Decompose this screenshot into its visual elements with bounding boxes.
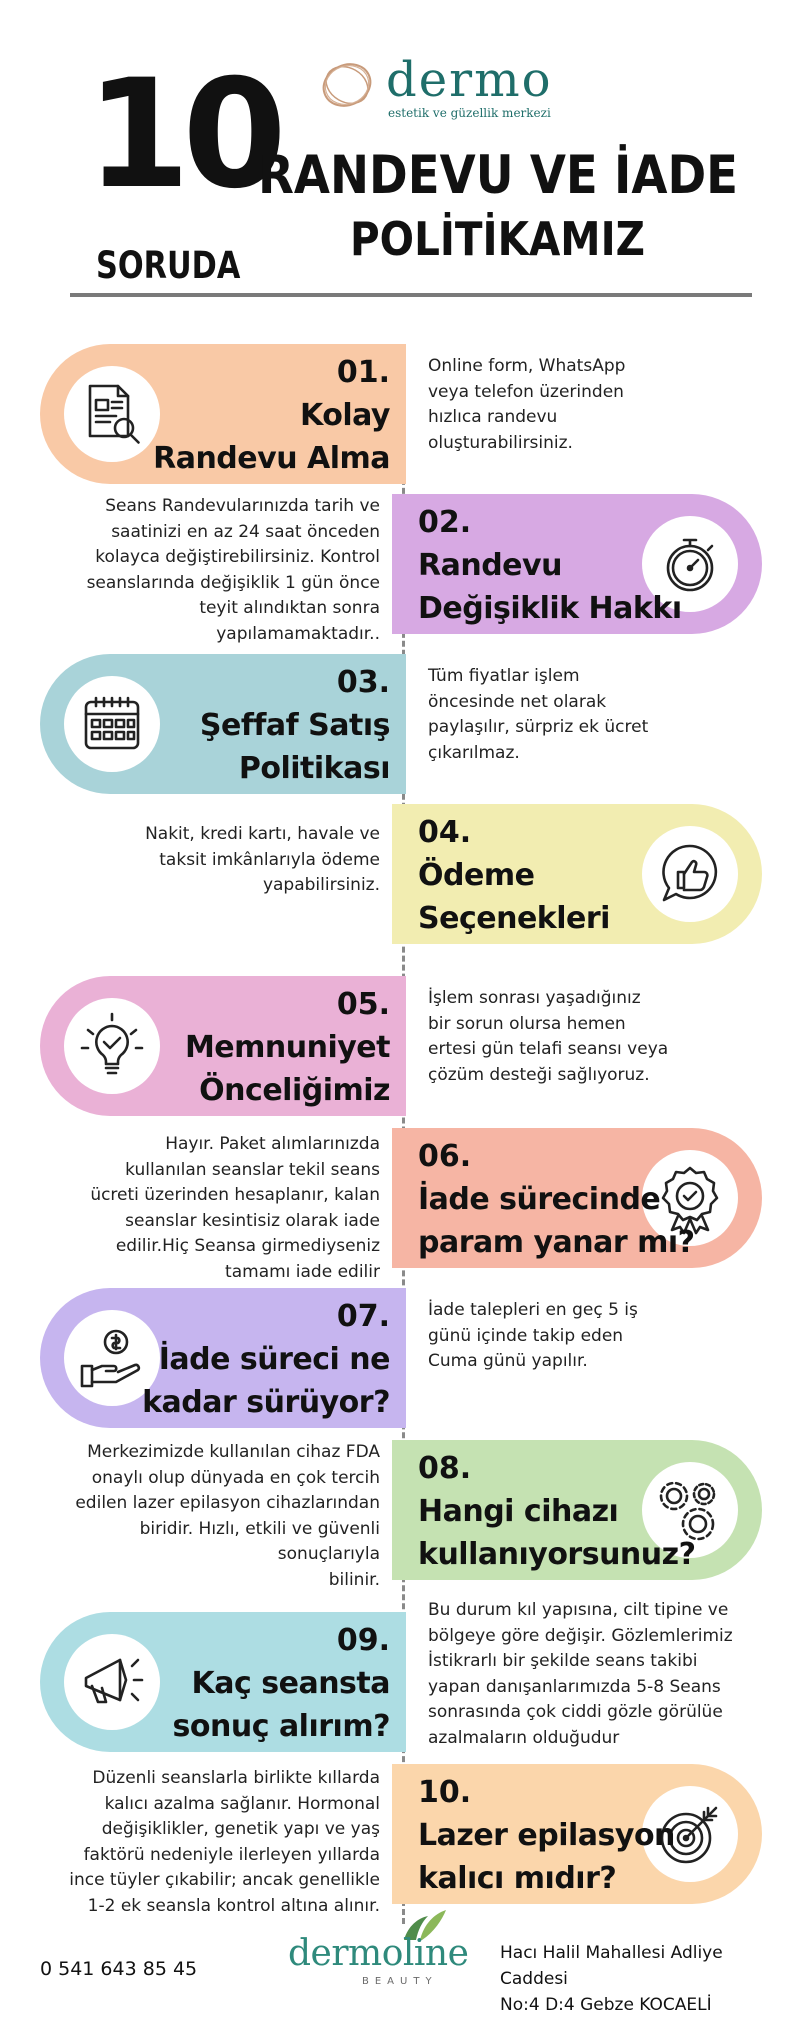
- step-card-08: [392, 1440, 762, 1580]
- step-card-03: [40, 654, 406, 794]
- step-description-08: Merkezimizde kullanılan cihaz FDA onaylı olup dünyada en çok tercih edilen lazer epilasyon cihazlarından biridir. Hızlı, etkili ve güvenli sonuçlarıyla bilinir.: [75, 1442, 380, 1590]
- page-title-line1: RANDEVU VE İADE: [258, 145, 739, 206]
- brand-name: dermo: [386, 52, 553, 108]
- step-title: İade süreci ne kadar sürüyor?: [142, 1342, 390, 1420]
- headline-subtitle: SORUDA: [96, 244, 241, 287]
- step-number: 05.: [336, 987, 390, 1022]
- footer-logo: [288, 1908, 478, 1988]
- lightbulb-check-icon: [76, 1010, 148, 1082]
- step-description-09: Bu durum kıl yapısına, cilt tipine ve bölgeye göre değişir. Gözlemlerimiz İstikrarlı bir şekilde seans takibi yapan danışanlarımızda 5-8 Seans sonrasında çok ciddi gözle görülüe azalmaların olduğudur: [428, 1600, 733, 1748]
- headline-number: 10: [86, 48, 279, 222]
- hand-coin-icon: [76, 1322, 148, 1394]
- step-description-03: Tüm fiyatlar işlem öncesinde net olarak paylaşılır, sürpriz ek ücret çıkarılmaz.: [428, 666, 649, 763]
- step-number: 07.: [336, 1299, 390, 1334]
- step-title: Ödeme Seçenekleri: [418, 858, 610, 936]
- brand-tagline: estetik ve güzellik merkezi: [388, 106, 551, 120]
- step-description-10: Düzenli seanslarla birlikte kıllarda kalıcı azalma sağlanır. Hormonal değişiklikler, genetik yapı ve yaş faktörü nedeniyle ilerleyen yıllarda ince tüyler çıkabilir; ancak genellikle 1-2 ek seansla kontrol altına alınır.: [69, 1768, 380, 1916]
- page-title-line2: POLİTİKAMIZ: [350, 212, 646, 266]
- step-card-05: [40, 976, 406, 1116]
- step-description-04: Nakit, kredi kartı, havale ve taksit imkânlarıyla ödeme yapabilirsiniz.: [145, 824, 380, 895]
- step-number: 09.: [336, 1623, 390, 1658]
- step-number: 02.: [418, 505, 472, 540]
- step-card-06: [392, 1128, 762, 1268]
- brand-logo: [318, 52, 578, 120]
- step-number: 10.: [418, 1775, 472, 1810]
- step-title: Kolay Randevu Alma: [153, 398, 390, 476]
- phone-number[interactable]: 0 541 643 85 45: [40, 1958, 198, 1980]
- step-number: 04.: [418, 815, 472, 850]
- step-title: İade sürecinde param yanar mı?: [418, 1182, 695, 1260]
- logo-ring-icon: [318, 56, 376, 114]
- step-card-09: [40, 1612, 406, 1752]
- step-card-07: [40, 1288, 406, 1428]
- megaphone-icon: [76, 1646, 148, 1718]
- calendar-icon: [76, 688, 148, 760]
- step-title: Şeffaf Satış Politikası: [199, 708, 390, 786]
- step-description-07: İade talepleri en geç 5 iş günü içinde takip eden Cuma günü yapılır.: [428, 1300, 638, 1371]
- step-description-02: Seans Randevularınızda tarih ve saatinizi en az 24 saat önceden kolayca değiştirebilirsiniz. Kontrol seanslarında değişiklik 1 gün önce teyit alındıktan sonra yapılamamaktadır..: [86, 496, 380, 644]
- step-description-01: Online form, WhatsApp veya telefon üzerinden hızlıca randevu oluşturabilirsiniz.: [428, 356, 626, 453]
- header-divider: [70, 293, 752, 297]
- step-number: 08.: [418, 1451, 472, 1486]
- step-title: Randevu Değişiklik Hakkı: [418, 548, 682, 626]
- step-card-10: [392, 1764, 762, 1904]
- footer-brand-sub: BEAUTY: [362, 1976, 438, 1987]
- thumbs-up-chat-icon: [654, 838, 726, 910]
- step-title: Hangi cihazı kullanıyorsunuz?: [418, 1494, 696, 1572]
- step-number: 03.: [336, 665, 390, 700]
- step-card-02: [392, 494, 762, 634]
- step-description-05: İşlem sonrası yaşadığınız bir sorun olursa hemen ertesi gün telafi seansı veya çözüm desteği sağlıyoruz.: [428, 988, 669, 1085]
- step-title: Memnuniyet Önceliğimiz: [184, 1030, 390, 1108]
- address: Hacı Halil Mahallesi Adliye Caddesi No:4 D:4 Gebze KOCAELİ: [500, 1943, 723, 2015]
- step-number: 06.: [418, 1139, 472, 1174]
- step-card-01: [40, 344, 406, 484]
- document-search-icon: [76, 378, 148, 450]
- footer-brand-name: dermoline: [288, 1933, 469, 1974]
- step-card-04: [392, 804, 762, 944]
- step-title: Lazer epilasyon kalıcı mıdır?: [418, 1818, 675, 1896]
- step-description-06: Hayır. Paket alımlarınızda kullanılan seanslar tekil seans ücreti üzerinden hesaplanır, kalan seanslar kesintisiz olarak iade edilir.Hiç Seansa girmediyseniz tamamı iade edilir: [90, 1134, 380, 1282]
- step-title: Kaç seansta sonuç alırım?: [172, 1666, 390, 1744]
- step-number: 01.: [336, 355, 390, 390]
